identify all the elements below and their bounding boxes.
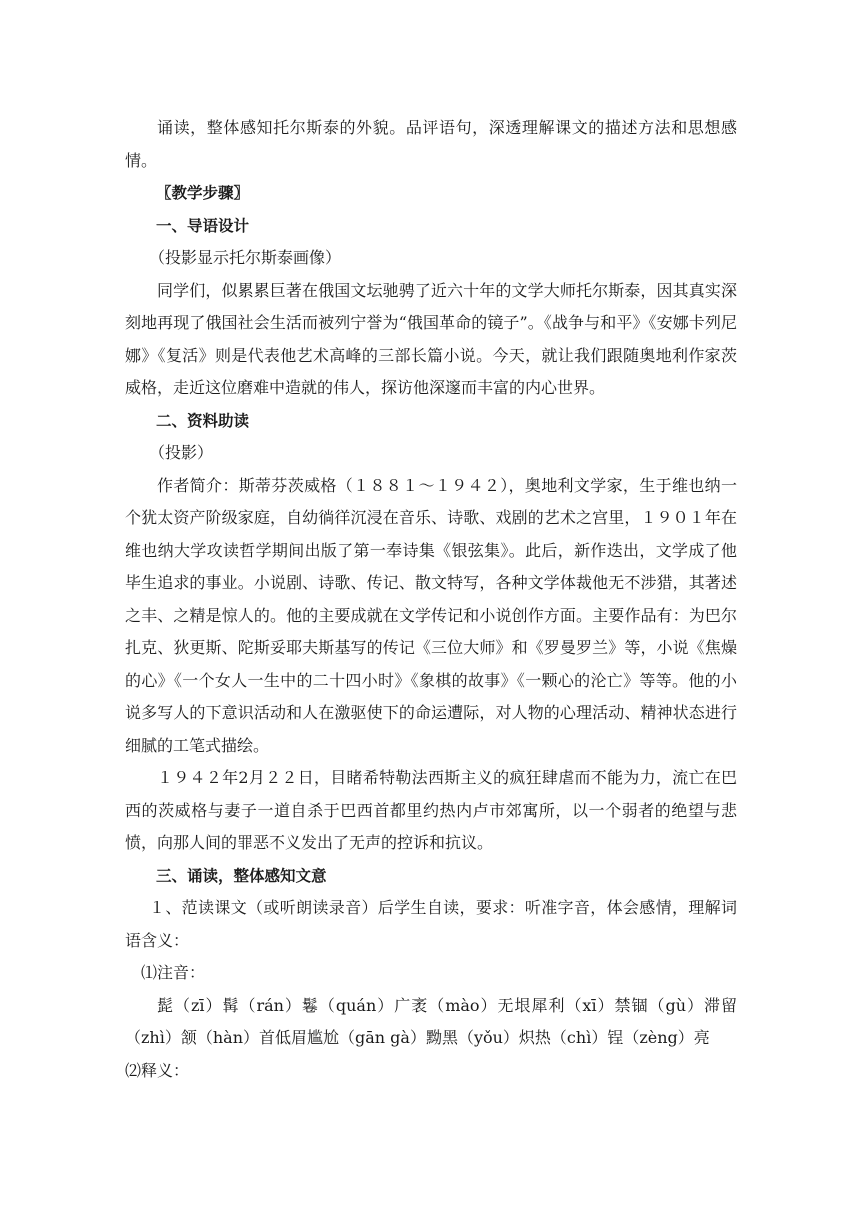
section-heading-1: 一、导语设计 (156, 216, 250, 235)
projection-note-1: （投影显示托尔斯泰画像） (149, 248, 342, 267)
intro-paragraph: 诵读，整体感知托尔斯泰的外貌。品评语句，深透理解课文的描述方法和思想感情。 (125, 118, 737, 170)
pronunciation-subheading: ⑴注音： (141, 963, 206, 982)
definition-subheading: ⑵释义： (125, 1060, 190, 1080)
section-heading-2: 二、资料助读 (156, 411, 250, 430)
author-bio-paragraph: 作者简介：斯蒂芬茨威格（１８８１～１９４２），奥地利文学家，生于维也纳一个犹太资产阶级家庭，自幼徜徉沉浸在音乐、诗歌、戏剧的艺术之宫里，１９０１年在维也纳大学攻读哲学期间出版了第一奉诗集《银弦集》。此后，新作迭出，文学成了他毕生追求的事业。小说剧、诗歌、传记、散文特写，各种文学体裁他无不涉猎，其著述之丰、之精是惊人的。他的主要成就在文学传记和小说创作方面。主要作品有：为巴尔扎克、狄更斯、陀斯妥耶夫斯基写的传记《三位大师》和《罗曼罗兰》等，小说《焦燥的心》《一个女人一生中的二十四小时》《象棋的故事》《一颗心的沦亡》等等。他的小说多写人的下意识活动和人在激驱使下的命运遭际，对人物的心理活动、精神状态进行细腻的工笔式描绘。 (125, 475, 737, 755)
document-body (125, 112, 737, 1087)
death-paragraph: １９４２年2月２２日，目睹希特勒法西斯主义的疯狂肆虐而不能为力，流亡在巴西的茨威格与妻子一道自杀于巴西首都里约热内卢市郊寓所，以一个弱者的绝望与悲愤，向那人间的罪恶不义发出了无声的控诉和抗议。 (125, 768, 737, 852)
intro-speech-paragraph: 同学们，似累累巨著在俄国文坛驰骋了近六十年的文学大师托尔斯泰，因其真实深刻地再现了俄国社会生活而被列宁誉为“俄国革命的镜子”。《战争与和平》《安娜卡列尼娜》《复活》则是代表他艺术高峰的三部长篇小说。今天，就让我们跟随奥地利作家茨威格，走近这位磨难中造就的伟人，探访他深邃而丰富的内心世界。 (125, 280, 737, 397)
projection-note-2: （投影） (149, 443, 214, 462)
teaching-steps-heading: 〖教学步骤〗 (156, 184, 250, 202)
section-heading-3: 三、诵读，整体感知文意 (156, 866, 327, 885)
step-1-paragraph: １、范读课文（或听朗读录音）后学生自读，要求：听准字音，体会感情，理解词语含义： (125, 898, 737, 950)
pinyin-list: 髭（zī）髯（rán）鬈（quán）广袤（mào）无垠犀利（xī）禁锢（gù）滞留（zhì）颔（hàn）首低眉尴尬（gān gà）黝黑（yǒu）炽热（chì）锃（zèng）亮 (125, 995, 737, 1047)
